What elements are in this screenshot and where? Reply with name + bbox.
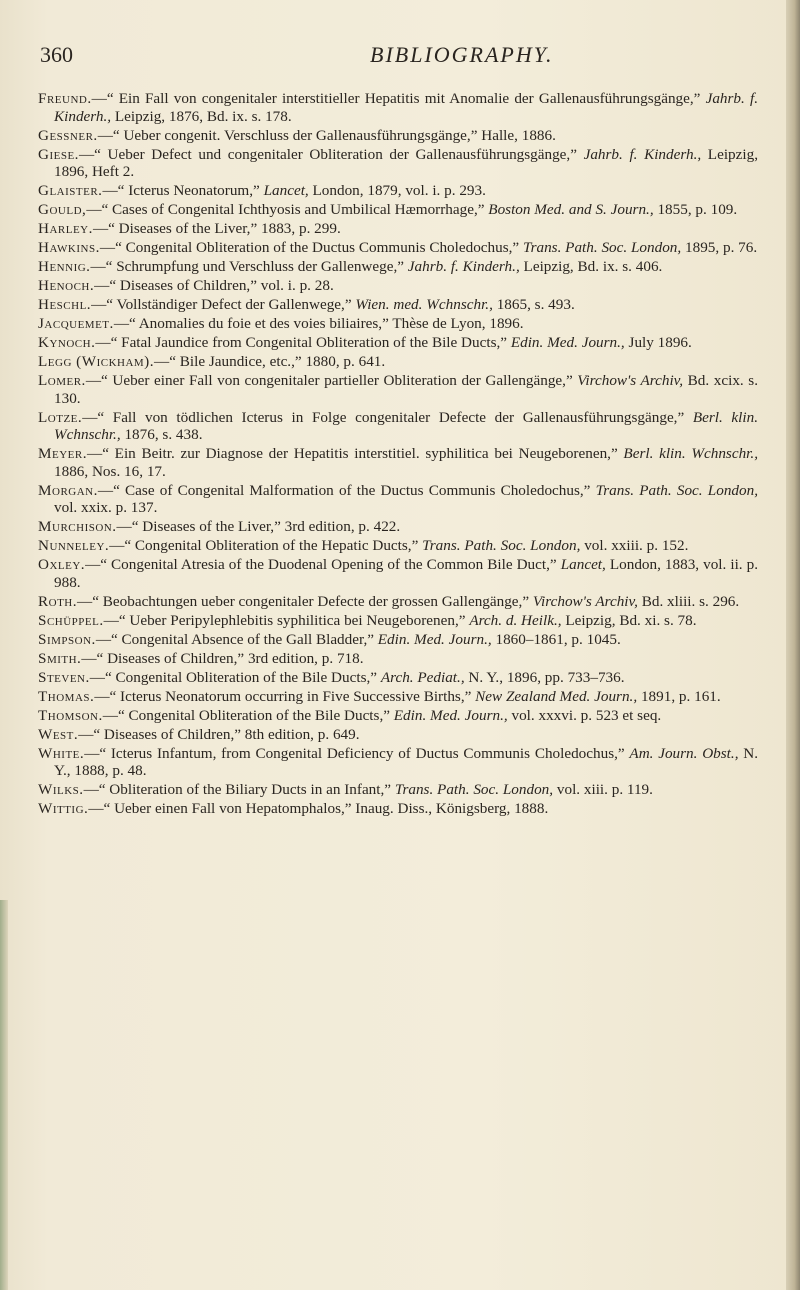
entry-details: Leipzig, 1876, Bd. ix. s. 178.: [111, 107, 292, 125]
bibliography-entry: [38, 745, 758, 780]
entry-author: Lomer.: [38, 371, 86, 389]
entry-journal: Edin. Med. Journ.,: [510, 334, 625, 352]
entry-journal: Jahrb. f. Kinderh.,: [54, 90, 758, 125]
entry-author: Lotze.: [38, 408, 83, 426]
entry-details: Leipzig, 1896, Heft 2.: [54, 145, 758, 181]
entry-journal: Trans. Path. Soc. London,: [422, 537, 581, 555]
entry-title: —“ Case of Congenital Malformation of the Ductus Communis Choledochus,”: [97, 481, 596, 499]
entry-author: Hawkins.: [38, 239, 100, 257]
entry-title: —“ Diseases of Children,” vol. i. p. 28.: [94, 277, 334, 295]
entry-author: Harley.: [38, 220, 93, 238]
entry-author: White.: [38, 744, 85, 762]
entry-title: —“ Congenital Obliteration of the Bile Ducts,”: [89, 668, 381, 686]
entry-journal: Berl. klin. Wchnschr.,: [54, 408, 759, 444]
entry-title: —“ Congenital Obliteration of the Ductus Communis Choledochus,”: [99, 239, 523, 257]
bibliography-entry: [38, 315, 758, 333]
bibliography-entry: [38, 277, 758, 295]
entry-journal: Arch. d. Heilk.,: [469, 611, 562, 629]
entry-author: Smith.: [38, 649, 82, 667]
entry-journal: Lancet,: [560, 556, 606, 574]
entry-journal: Lancet,: [263, 182, 309, 200]
bibliography-entry: [38, 518, 758, 536]
entry-title: —“ Ueber Defect und congenitaler Obliteration der Gallenausführungsgänge,”: [78, 145, 584, 163]
bibliography-list: [38, 90, 758, 819]
entry-journal: New Zealand Med. Journ.,: [475, 687, 638, 705]
entry-author: Thomas.: [38, 687, 95, 705]
bibliography-entry: [38, 707, 758, 725]
entry-details: 1876, s. 438.: [120, 426, 203, 444]
bibliography-entry: [38, 239, 758, 257]
entry-author: Wittig.: [38, 800, 89, 818]
bibliography-entry: [38, 612, 758, 630]
entry-details: Leipzig, Bd. ix. s. 406.: [519, 258, 663, 276]
entry-details: Bd. xliii. s. 296.: [637, 592, 740, 610]
page-edge-shadow: [786, 0, 800, 1290]
entry-author: Oxley.: [38, 556, 86, 574]
entry-title: —“ Vollständiger Defect der Gallenwege,”: [91, 296, 356, 314]
entry-title: —“ Diseases of Children,” 3rd edition, p. 718.: [81, 649, 364, 667]
entry-author: Jacquemet.: [38, 315, 114, 333]
page-edge-stain: [0, 900, 8, 1290]
entry-details: vol. xxiii. p. 152.: [580, 537, 689, 555]
page-header: [40, 42, 760, 82]
bibliography-entry: [38, 688, 758, 706]
entry-author: Hennig.: [38, 258, 91, 276]
entry-details: Leipzig, Bd. xi. s. 78.: [561, 611, 697, 629]
bibliography-entry: [38, 556, 758, 591]
entry-author: Steven.: [38, 668, 90, 686]
entry-details: London, 1879, vol. i. p. 293.: [308, 182, 486, 200]
bibliography-entry: [38, 90, 758, 125]
entry-journal: Jahrb. f. Kinderh.,: [407, 258, 520, 276]
bibliography-entry: [38, 631, 758, 649]
entry-details: vol. xiii. p. 119.: [553, 781, 653, 799]
entry-title: —“ Icterus Neonatorum,”: [102, 182, 264, 200]
entry-title: —“ Ein Beitr. zur Diagnose der Hepatitis interstitiel. syphilitica bei Neugeborenen,”: [87, 445, 624, 463]
entry-title: —“ Ueber Peripylephlebitis syphilitica bei Neugeborenen,”: [103, 611, 470, 629]
entry-title: —“ Congenital Absence of the Gall Bladder,”: [95, 630, 378, 648]
entry-author: Roth.: [38, 592, 78, 610]
entry-author: Nunneley.: [38, 537, 110, 555]
entry-journal: Virchow's Archiv,: [577, 371, 684, 389]
entry-title: —“ Icterus Infantum, from Congenital Deficiency of Ductus Communis Choledochus,”: [84, 744, 630, 762]
bibliography-entry: [38, 296, 758, 314]
entry-details: July 1896.: [624, 334, 692, 352]
bibliography-entry: [38, 650, 758, 668]
entry-details: London, 1883, vol. ii. p. 988.: [54, 556, 759, 591]
bibliography-entry: [38, 182, 758, 200]
entry-details: N. Y., 1888, p. 48.: [54, 744, 759, 780]
entry-details: vol. xxxvi. p. 523 et seq.: [507, 706, 662, 724]
entry-author: Meyer.: [38, 445, 88, 463]
bibliography-entry: [38, 445, 758, 480]
entry-title: —“ Diseases of the Liver,” 1883, p. 299.: [92, 220, 341, 238]
entry-title: —“ Cases of Congenital Ichthyosis and Umbilical Hæmorrhage,”: [86, 201, 489, 219]
bibliography-entry: [38, 800, 758, 818]
entry-title: —“ Fall von tödlichen Icterus in Folge congenitaler Defecte der Gallenausführungsgänge,”: [82, 408, 693, 426]
entry-author: Murchison.: [38, 518, 117, 536]
entry-author: Freund.: [38, 90, 92, 107]
entry-journal: Trans. Path. Soc. London,: [522, 239, 682, 257]
entry-author: Legg (Wickham).: [38, 353, 155, 370]
entry-details: N. Y., 1896, pp. 733–736.: [464, 668, 625, 686]
entry-author: Giese.: [38, 145, 79, 163]
entry-details: 1886, Nos. 16, 17.: [54, 462, 166, 480]
entry-details: 1860–1861, p. 1045.: [491, 630, 621, 648]
entry-author: Kynoch.: [38, 334, 96, 352]
bibliography-entry: [38, 353, 758, 371]
bibliography-entry: [38, 593, 758, 611]
entry-author: Thomson.: [38, 706, 103, 724]
entry-journal: Virchow's Archiv,: [532, 592, 638, 610]
entry-journal: Trans. Path. Soc. London,: [595, 481, 758, 499]
entry-title: —“ Bile Jaundice, etc.,” 1880, p. 641.: [154, 353, 386, 370]
entry-title: —“ Ueber einer Fall von congenitaler partieller Obliteration der Gallengänge,”: [85, 371, 578, 389]
entry-title: —“ Ueber congenit. Verschluss der Gallenausführungsgänge,” Halle, 1886.: [97, 126, 556, 144]
entry-journal: Wien. med. Wchnschr.,: [355, 296, 493, 314]
entry-title: —“ Obliteration of the Biliary Ducts in an Infant,”: [83, 781, 395, 799]
entry-title: —“ Beobachtungen ueber congenitaler Defecte der grossen Gallengänge,”: [77, 592, 533, 610]
entry-details: 1855, p. 109.: [653, 201, 738, 219]
entry-title: —“ Ein Fall von congenitaler interstitieller Hepatitis mit Anomalie der Gallenausführungsgänge,”: [91, 90, 706, 107]
entry-journal: Trans. Path. Soc. London,: [394, 781, 554, 799]
entry-author: Henoch.: [38, 277, 95, 295]
entry-title: —“ Diseases of the Liver,” 3rd edition, p. 422.: [116, 518, 401, 536]
page-number: 360: [40, 42, 73, 67]
entry-journal: Arch. Pediat.,: [380, 668, 465, 686]
bibliography-entry: [38, 334, 758, 352]
bibliography-entry: [38, 146, 758, 181]
bibliography-entry: [38, 409, 758, 444]
bibliography-entry: [38, 537, 758, 555]
entry-journal: Boston Med. and S. Journ.,: [488, 201, 654, 219]
entry-author: Glaister.: [38, 182, 103, 200]
entry-journal: Edin. Med. Journ.,: [377, 630, 492, 648]
entry-journal: Berl. klin. Wchnschr.,: [623, 445, 758, 463]
entry-title: —“ Ueber einen Fall von Hepatomphalos,” Inaug. Diss., Königsberg, 1888.: [88, 800, 549, 818]
bibliography-entry: [38, 726, 758, 744]
entry-title: —“ Anomalies du foie et des voies biliaires,” Thèse de Lyon, 1896.: [113, 315, 524, 333]
entry-author: Morgan.: [38, 481, 98, 499]
entry-journal: Edin. Med. Journ.,: [393, 706, 508, 724]
entry-details: 1895, p. 76.: [681, 239, 758, 257]
entry-author: Gould,: [38, 201, 87, 219]
entry-title: —“ Diseases of Children,” 8th edition, p. 649.: [78, 725, 360, 743]
bibliography-entry: [38, 372, 758, 407]
bibliography-entry: [38, 127, 758, 145]
entry-details: vol. xxix. p. 137.: [54, 499, 158, 517]
bibliography-entry: [38, 220, 758, 238]
entry-title: —“ Congenital Obliteration of the Hepatic Ducts,”: [109, 537, 423, 555]
entry-author: Simpson.: [38, 630, 96, 648]
bibliography-entry: [38, 482, 758, 517]
entry-author: Gessner.: [38, 126, 98, 144]
entry-journal: Jahrb. f. Kinderh.,: [583, 145, 702, 163]
entry-details: 1865, s. 493.: [492, 296, 575, 314]
running-title: BIBLIOGRAPHY.: [370, 42, 554, 67]
entry-title: —“ Fatal Jaundice from Congenital Obliteration of the Bile Ducts,”: [95, 334, 511, 352]
entry-title: —“ Congenital Obliteration of the Bile Ducts,”: [102, 706, 394, 724]
bibliography-entry: [38, 258, 758, 276]
entry-title: —“ Congenital Atresia of the Duodenal Opening of the Common Bile Duct,”: [85, 556, 561, 574]
entry-author: Schüppel.: [38, 611, 104, 629]
entry-details: 1891, p. 161.: [637, 687, 721, 705]
entry-author: Wilks.: [38, 781, 84, 799]
bibliography-entry: [38, 781, 758, 799]
entry-title: —“ Schrumpfung und Verschluss der Gallenwege,”: [90, 258, 408, 276]
entry-author: West.: [38, 725, 79, 743]
bibliography-entry: [38, 201, 758, 219]
entry-author: Heschl.: [38, 296, 92, 314]
entry-title: —“ Icterus Neonatorum occurring in Five Successive Births,”: [94, 687, 476, 705]
entry-details: Bd. xcix. s. 130.: [54, 371, 758, 407]
entry-journal: Am. Journ. Obst.,: [629, 744, 739, 762]
bibliography-entry: [38, 669, 758, 687]
